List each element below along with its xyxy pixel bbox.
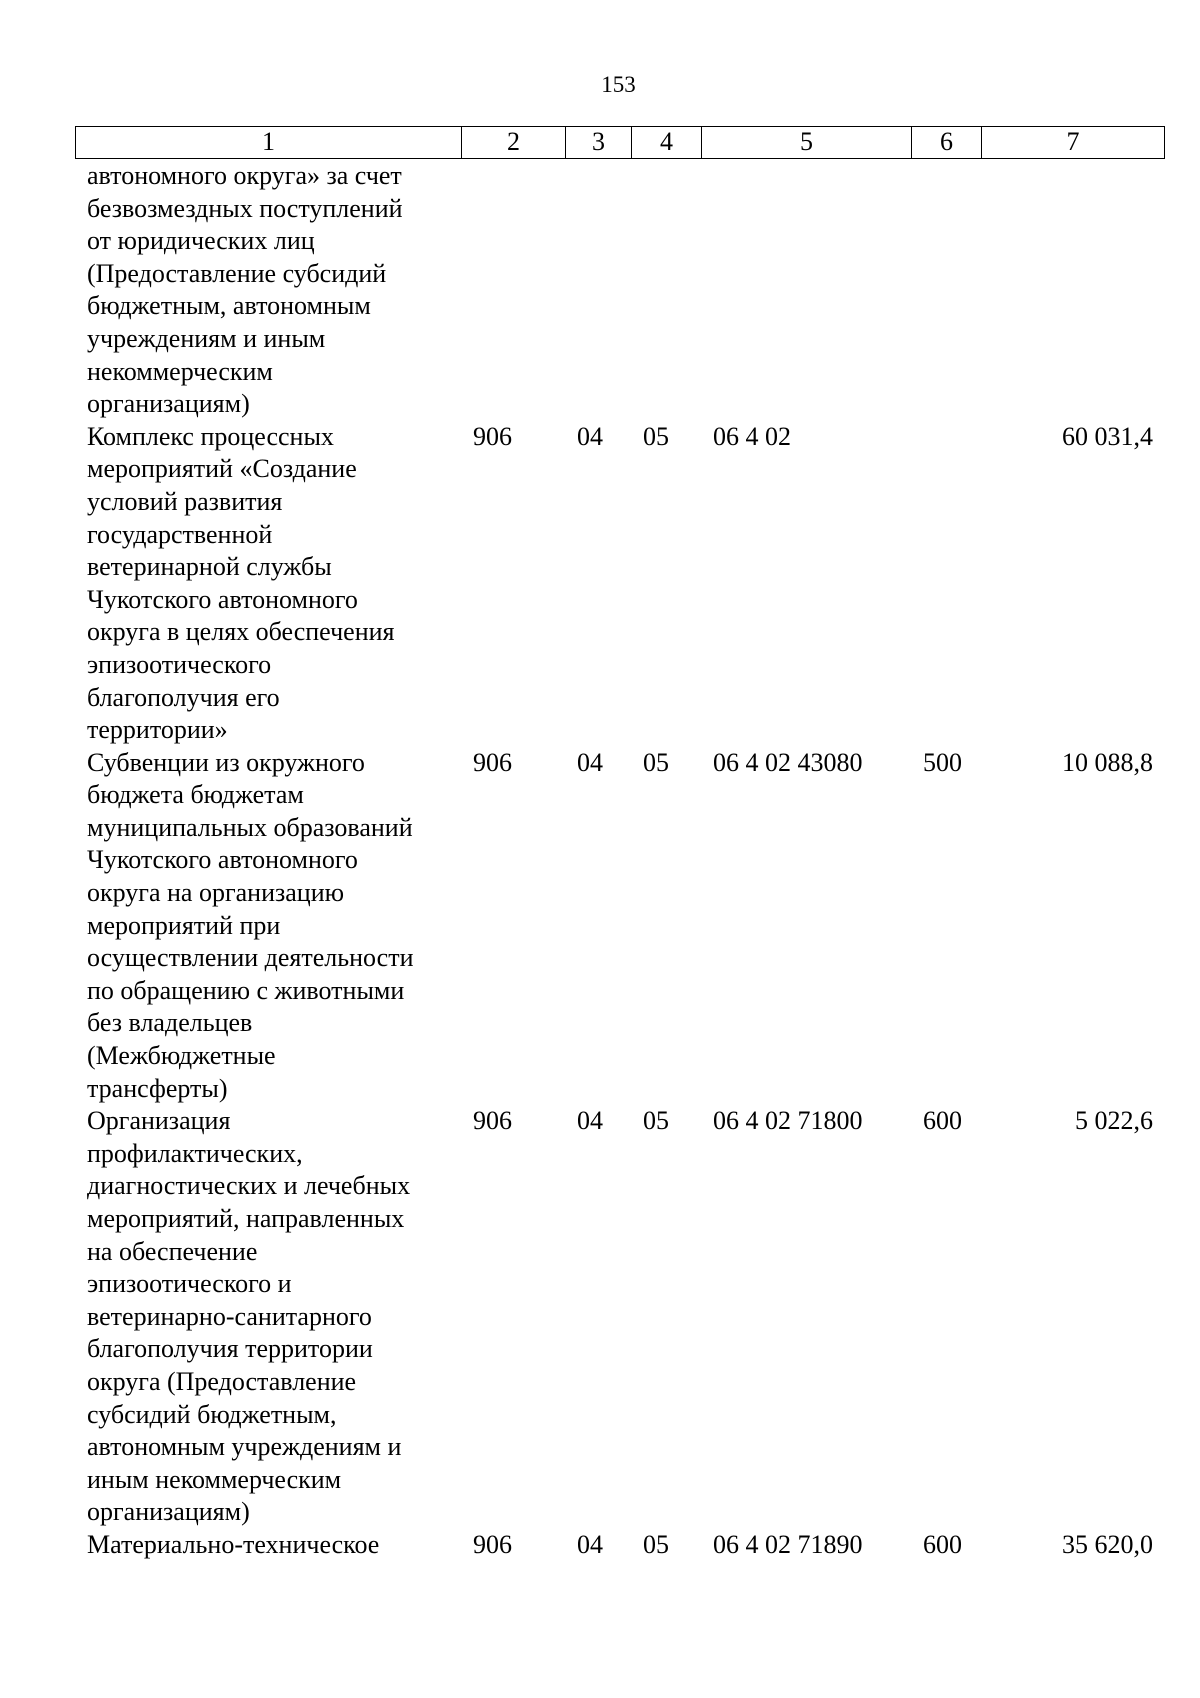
cell-name [75, 1105, 461, 1529]
cell-name-line: ветеринарной службы [87, 552, 332, 582]
cell-name-line: мероприятий «Создание [87, 454, 357, 484]
cell-expense-type: 600 [923, 1106, 962, 1136]
cell-amount: 10 088,8 [1062, 747, 1153, 777]
cell-name-line: диагностических и лечебных [87, 1171, 411, 1201]
cell-target-article: 06 4 02 43080 [713, 747, 863, 777]
page-number: 153 [601, 72, 636, 97]
cell-target-article: 06 4 02 71800 [713, 1106, 863, 1136]
cell-grbs: 906 [473, 421, 512, 451]
table-header [75, 126, 1165, 159]
cell-name-line: автономного округа» за счет [87, 161, 402, 190]
cell-expense-type: 600 [923, 1529, 962, 1559]
cell-name-line: округа (Предоставление [87, 1366, 357, 1396]
cell-grbs: 906 [473, 1106, 512, 1136]
cell-grbs: 906 [473, 747, 512, 777]
table-row [75, 1105, 1163, 1529]
cell-name-line: трансферты) [87, 1073, 228, 1103]
header-col-3: 3 [566, 127, 632, 158]
cell-name-line: мероприятий, направленных [87, 1204, 405, 1233]
cell-name-line: от юридических лиц [87, 226, 315, 256]
cell-subsection: 05 [643, 1106, 669, 1136]
cell-name-line: мероприятий при [87, 910, 281, 940]
cell-name-line: организациям) [87, 1497, 250, 1527]
cell-expense-type: 500 [923, 747, 962, 777]
cell-name-line: округа на организацию [87, 878, 345, 908]
cell-name-line: Чукотского автономного [87, 845, 358, 875]
cell-amount: 60 031,4 [1062, 421, 1153, 451]
cell-grbs: 906 [473, 1529, 512, 1559]
header-col-1: 1 [76, 127, 462, 158]
cell-amount: 35 620,0 [1062, 1529, 1153, 1559]
cell-name-line: государственной [87, 519, 273, 549]
cell-name-line: ветеринарно-санитарного [87, 1301, 372, 1331]
cell-subsection: 05 [643, 421, 669, 451]
cell-section: 04 [577, 1529, 603, 1559]
cell-name-line: Организация [87, 1106, 231, 1136]
cell-name-line: по обращению с животными [87, 975, 405, 1005]
cell-name-line: на обеспечение [87, 1236, 258, 1266]
header-col-6: 6 [912, 127, 982, 158]
cell-name-line: округа в целях обеспечения [87, 617, 395, 647]
header-col-5: 5 [702, 127, 912, 158]
cell-name-line: безвозмездных поступлений [87, 193, 403, 223]
cell-section: 04 [577, 421, 603, 451]
cell-subsection: 05 [643, 1529, 669, 1559]
table-row [75, 421, 1163, 747]
cell-section: 04 [577, 1106, 603, 1136]
cell-name [75, 160, 461, 421]
cell-name-line: иным некоммерческим [87, 1464, 342, 1494]
cell-name-line: Чукотского автономного [87, 584, 358, 614]
table-row [75, 160, 1163, 421]
cell-name-line: без владельцев [87, 1008, 253, 1038]
cell-name-line: эпизоотического и [87, 1269, 292, 1299]
cell-name-line: Субвенции из окружного [87, 747, 365, 777]
cell-name-line: эпизоотического [87, 649, 272, 679]
cell-name-line: благополучия территории [87, 1334, 373, 1364]
cell-name-line: территории» [87, 715, 228, 745]
header-col-7: 7 [1066, 127, 1080, 156]
cell-name-line: некоммерческим [87, 356, 273, 386]
cell-name [75, 747, 461, 1106]
cell-name-line: бюджета бюджетам [87, 780, 304, 810]
cell-name-line: муниципальных образований [87, 812, 413, 842]
cell-name-line: автономным учреждениям и [87, 1432, 402, 1462]
cell-name [75, 421, 461, 747]
table-row [75, 747, 1163, 1106]
cell-name-line: (Межбюджетные [87, 1041, 276, 1071]
cell-name [75, 1529, 461, 1562]
cell-target-article: 06 4 02 71890 [713, 1529, 863, 1559]
cell-name-line: бюджетным, автономным [87, 291, 371, 321]
cell-target-article: 06 4 02 [713, 421, 791, 451]
cell-amount: 5 022,6 [1075, 1106, 1153, 1136]
header-col-4: 4 [632, 127, 702, 158]
cell-name-line: профилактических, [87, 1138, 303, 1168]
cell-name-line: (Предоставление субсидий [87, 258, 387, 288]
cell-name-line: Материально-техническое [87, 1529, 380, 1559]
cell-name-line: субсидий бюджетным, [87, 1399, 337, 1429]
cell-name-line: благополучия его [87, 682, 280, 712]
header-col-2: 2 [462, 127, 566, 158]
cell-name-line: Комплекс процессных [87, 421, 334, 451]
cell-name-line: учреждениям и иным [87, 323, 326, 353]
cell-subsection: 05 [643, 747, 669, 777]
cell-section: 04 [577, 747, 603, 777]
cell-name-line: организациям) [87, 389, 250, 419]
table-body [75, 160, 1163, 1562]
cell-name-line: осуществлении деятельности [87, 943, 414, 973]
table-row [75, 1529, 1163, 1562]
cell-name-line: условий развития [87, 486, 283, 516]
